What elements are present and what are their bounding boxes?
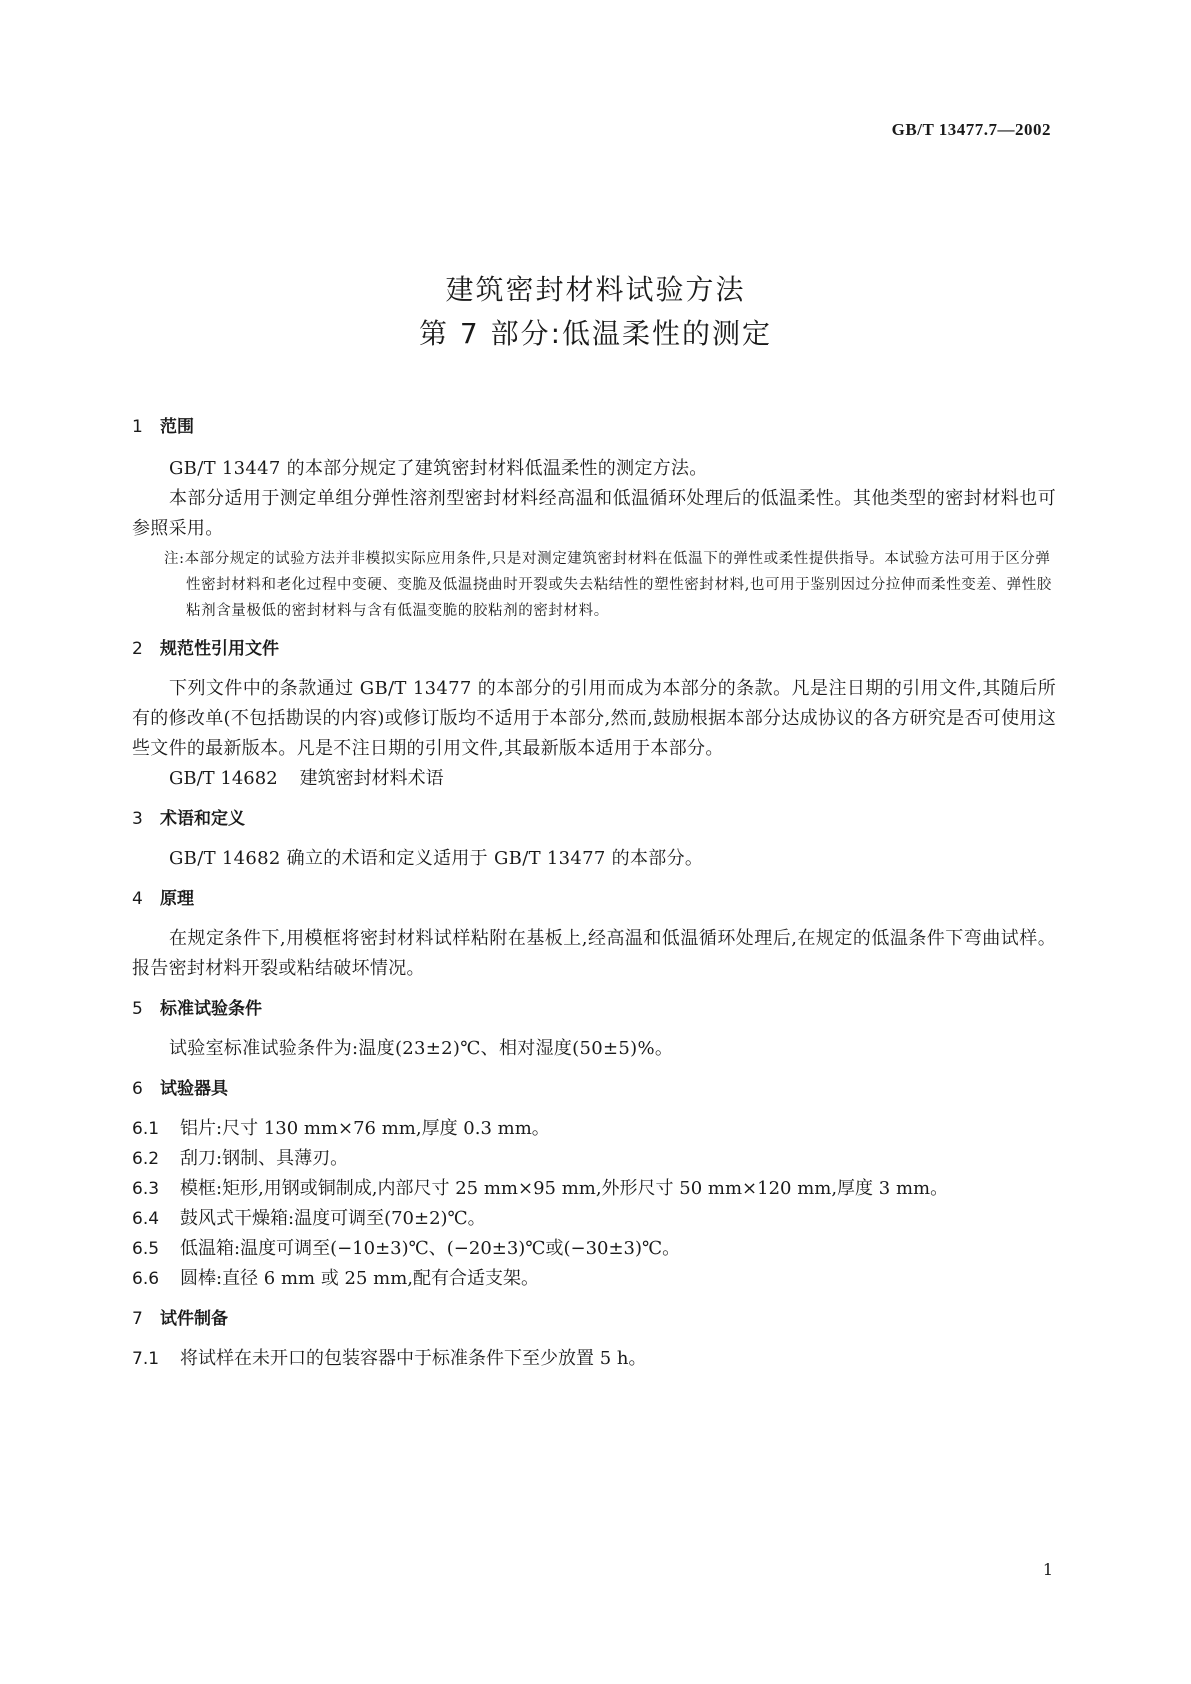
- paragraph: 在规定条件下,用模框将密封材料试样粘附在基板上,经高温和低温循环处理后,在规定的低温条件下弯曲试样。报告密封材料开裂或粘结破坏情况。: [132, 928, 1056, 979]
- note: 注:本部分规定的试验方法并非模拟实际应用条件,只是对测定建筑密封材料在低温下的弹性或柔性提供指导。本试验方法可用于区分弹性密封材料和老化过程中变硬、变脆及低温挠曲时开裂或失去粘结性的塑性密封材料,也可用于鉴别因过分拉伸而柔性变差、弹性胶粘剂含量极低的密封材料与含有低温变脆的胶粘剂的密封材料。: [164, 551, 1052, 619]
- item-text: 刮刀:钢制、具薄刃。: [180, 1148, 349, 1169]
- section-number: 2: [132, 639, 143, 659]
- page-number: 1: [1042, 1560, 1053, 1579]
- section-5-heading: [132, 996, 1056, 1022]
- paragraph: 下列文件中的条款通过 GB/T 13477 的本部分的引用而成为本部分的条款。凡是注日期的引用文件,其随后所有的修改单(不包括勘误的内容)或修订版均不适用于本部分,然而,鼓励根据本部分达成协议的各方研究是否可使用这些文件的最新版本。凡是不注日期的引用文件,其最新版本适用于本部分。: [132, 678, 1056, 759]
- list-item: [132, 1264, 1056, 1294]
- standard-number: GB/T 13477.7—2002: [891, 120, 1051, 139]
- section-title: 原理: [160, 889, 194, 909]
- item-number: 7.1: [132, 1349, 160, 1369]
- item-number: 6.1: [132, 1119, 160, 1139]
- normative-reference: [132, 764, 1056, 794]
- list-item: [132, 1234, 1056, 1264]
- document-title: 建筑密封材料试验方法: [445, 273, 746, 306]
- item-number: 6.6: [132, 1269, 160, 1289]
- item-text: 低温箱:温度可调至(−10±3)℃、(−20±3)℃或(−30±3)℃。: [180, 1238, 681, 1259]
- section-title: 术语和定义: [160, 809, 245, 829]
- section-4-heading: [132, 886, 1056, 912]
- section-number: 4: [132, 889, 143, 909]
- section-number: 7: [132, 1309, 143, 1329]
- reference-code: GB/T 14682: [169, 768, 278, 789]
- item-text: 将试样在未开口的包装容器中于标准条件下至少放置 5 h。: [180, 1348, 647, 1369]
- section-1-heading: [132, 414, 1056, 440]
- list-item: [132, 1204, 1056, 1234]
- item-number: 6.2: [132, 1149, 160, 1169]
- section-number: 5: [132, 999, 143, 1019]
- section-number: 3: [132, 809, 143, 829]
- item-number: 6.3: [132, 1179, 160, 1199]
- item-text: 鼓风式干燥箱:温度可调至(70±2)℃。: [180, 1208, 486, 1229]
- paragraph: 试验室标准试验条件为:温度(23±2)℃、相对湿度(50±5)%。: [169, 1038, 674, 1059]
- reference-title: 建筑密封材料术语: [299, 768, 444, 789]
- list-item: [132, 1344, 1056, 1374]
- list-item: [132, 1174, 1056, 1204]
- item-text: 圆棒:直径 6 mm 或 25 mm,配有合适支架。: [180, 1268, 540, 1289]
- list-item: [132, 1114, 1056, 1144]
- item-number: 6.4: [132, 1209, 160, 1229]
- section-title: 试件制备: [160, 1309, 228, 1329]
- section-title: 范围: [160, 417, 194, 437]
- section-7-heading: [132, 1306, 1056, 1332]
- item-number: 6.5: [132, 1239, 160, 1259]
- section-6-heading: [132, 1076, 1056, 1102]
- paragraph: GB/T 13447 的本部分规定了建筑密封材料低温柔性的测定方法。: [169, 458, 708, 479]
- paragraph: GB/T 14682 确立的术语和定义适用于 GB/T 13477 的本部分。: [169, 848, 704, 869]
- section-number: 1: [132, 417, 143, 437]
- paragraph: 本部分适用于测定单组分弹性溶剂型密封材料经高温和低温循环处理后的低温柔性。其他类型的密封材料也可参照采用。: [132, 488, 1056, 539]
- item-text: 模框:矩形,用钢或铜制成,内部尺寸 25 mm×95 mm,外形尺寸 50 mm×120 mm,厚度 3 mm。: [180, 1178, 949, 1199]
- section-title: 规范性引用文件: [160, 639, 279, 659]
- section-number: 6: [132, 1079, 143, 1099]
- item-text: 铝片:尺寸 130 mm×76 mm,厚度 0.3 mm。: [180, 1118, 550, 1139]
- section-2-heading: [132, 636, 1056, 662]
- section-title: 试验器具: [160, 1079, 228, 1099]
- section-title: 标准试验条件: [160, 999, 262, 1019]
- document-body: [132, 414, 1056, 1374]
- document-subtitle: 第 7 部分:低温柔性的测定: [418, 317, 773, 350]
- section-3-heading: [132, 806, 1056, 832]
- list-item: [132, 1144, 1056, 1174]
